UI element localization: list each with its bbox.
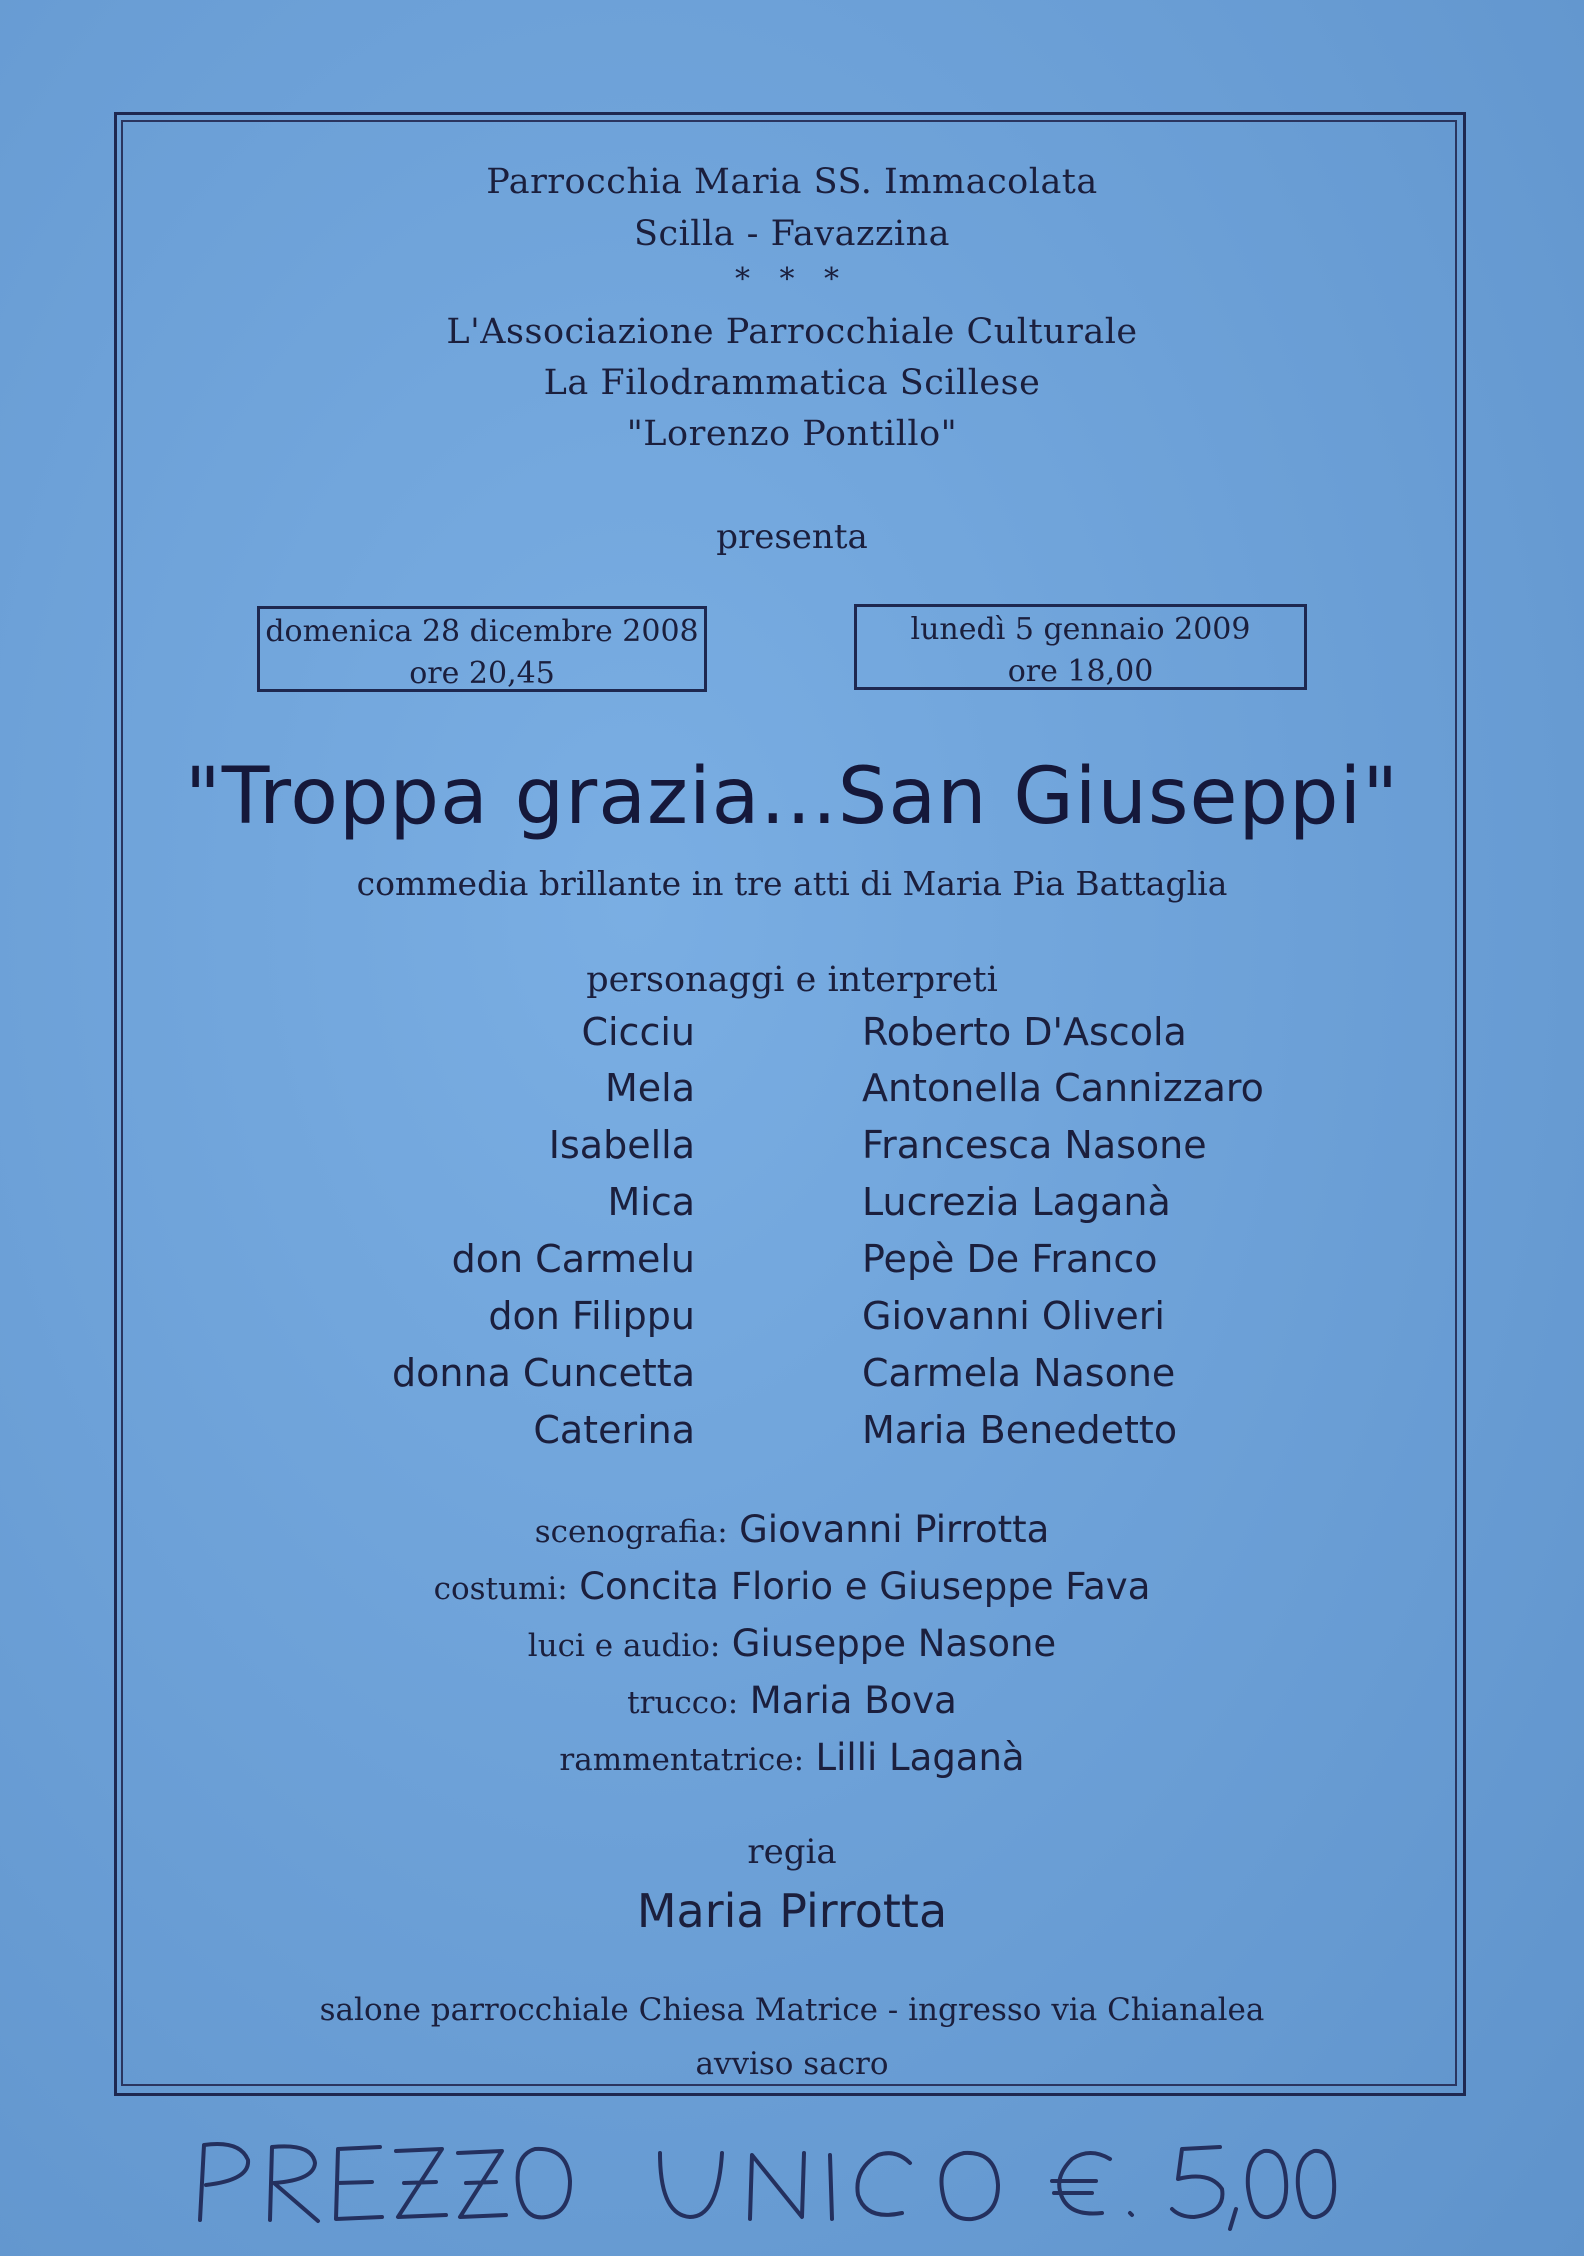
role-name: don Carmelu xyxy=(451,1237,695,1281)
time-1: ore 20,45 xyxy=(409,656,555,691)
separator-stars: * * * xyxy=(734,262,850,297)
presents-label: presenta xyxy=(716,517,868,557)
association-line-3: "Lorenzo Pontillo" xyxy=(626,414,958,454)
date-box-1 xyxy=(257,606,707,692)
credit-name: Lilli Laganà xyxy=(815,1736,1025,1779)
cast-heading: personaggi e interpreti xyxy=(586,960,998,1000)
credit-costumes xyxy=(0,1565,1584,1608)
cast-row xyxy=(0,1351,1584,1401)
credit-name: Concita Florio e Giuseppe Fava xyxy=(579,1565,1151,1608)
actor-name: Roberto D'Ascola xyxy=(862,1010,1187,1054)
cast-row xyxy=(0,1123,1584,1173)
credit-name: Giuseppe Nasone xyxy=(731,1622,1057,1665)
director-name: Maria Pirrotta xyxy=(636,1884,948,1938)
venue-line: salone parrocchiale Chiesa Matrice - ingresso via Chianalea xyxy=(319,1992,1265,2028)
date-box-2 xyxy=(854,604,1307,690)
credit-prompter xyxy=(0,1736,1584,1779)
role-name: Caterina xyxy=(533,1408,695,1452)
actor-name: Antonella Cannizzaro xyxy=(862,1066,1264,1110)
cast-row xyxy=(0,1294,1584,1344)
direction-label: regia xyxy=(747,1832,837,1872)
actor-name: Pepè De Franco xyxy=(862,1237,1158,1281)
cast-row xyxy=(0,1066,1584,1116)
cast-row xyxy=(0,1180,1584,1230)
credit-label: luci e audio: xyxy=(527,1628,721,1664)
actor-name: Maria Benedetto xyxy=(862,1408,1178,1452)
role-name: Mica xyxy=(607,1180,695,1224)
role-name: Isabella xyxy=(548,1123,695,1167)
play-subtitle: commedia brillante in tre atti di Maria Pia Battaglia xyxy=(356,864,1228,903)
handwritten-price xyxy=(190,2125,1340,2235)
role-name: Cicciu xyxy=(581,1010,695,1054)
credit-name: Maria Bova xyxy=(749,1679,957,1722)
credit-lights-audio xyxy=(0,1622,1584,1665)
sacred-notice: avviso sacro xyxy=(695,2046,889,2082)
cast-row xyxy=(0,1237,1584,1287)
cast-row xyxy=(0,1010,1584,1060)
credit-label: scenografia: xyxy=(534,1514,728,1550)
date-1: domenica 28 dicembre 2008 xyxy=(265,614,699,649)
credit-scenography xyxy=(0,1508,1584,1551)
play-title: "Troppa grazia...San Giuseppi" xyxy=(184,752,1400,842)
actor-name: Giovanni Oliveri xyxy=(862,1294,1165,1338)
credit-label: trucco: xyxy=(627,1685,739,1721)
actor-name: Francesca Nasone xyxy=(862,1123,1207,1167)
actor-name: Lucrezia Laganà xyxy=(862,1180,1171,1224)
credit-makeup xyxy=(0,1679,1584,1722)
date-2: lunedì 5 gennaio 2009 xyxy=(910,612,1251,647)
association-line-2: La Filodrammatica Scillese xyxy=(543,363,1041,403)
credit-label: costumi: xyxy=(433,1571,568,1607)
parish-location: Scilla - Favazzina xyxy=(633,214,950,254)
role-name: donna Cuncetta xyxy=(392,1351,695,1395)
role-name: Mela xyxy=(604,1066,695,1110)
cast-row xyxy=(0,1408,1584,1458)
role-name: don Filippu xyxy=(488,1294,695,1338)
time-2: ore 18,00 xyxy=(1007,654,1154,689)
credit-label: rammentatrice: xyxy=(559,1742,805,1778)
credit-name: Giovanni Pirrotta xyxy=(739,1508,1050,1551)
parish-name: Parrocchia Maria SS. Immacolata xyxy=(486,162,1098,202)
actor-name: Carmela Nasone xyxy=(862,1351,1176,1395)
association-line-1: L'Associazione Parrocchiale Culturale xyxy=(446,312,1138,352)
